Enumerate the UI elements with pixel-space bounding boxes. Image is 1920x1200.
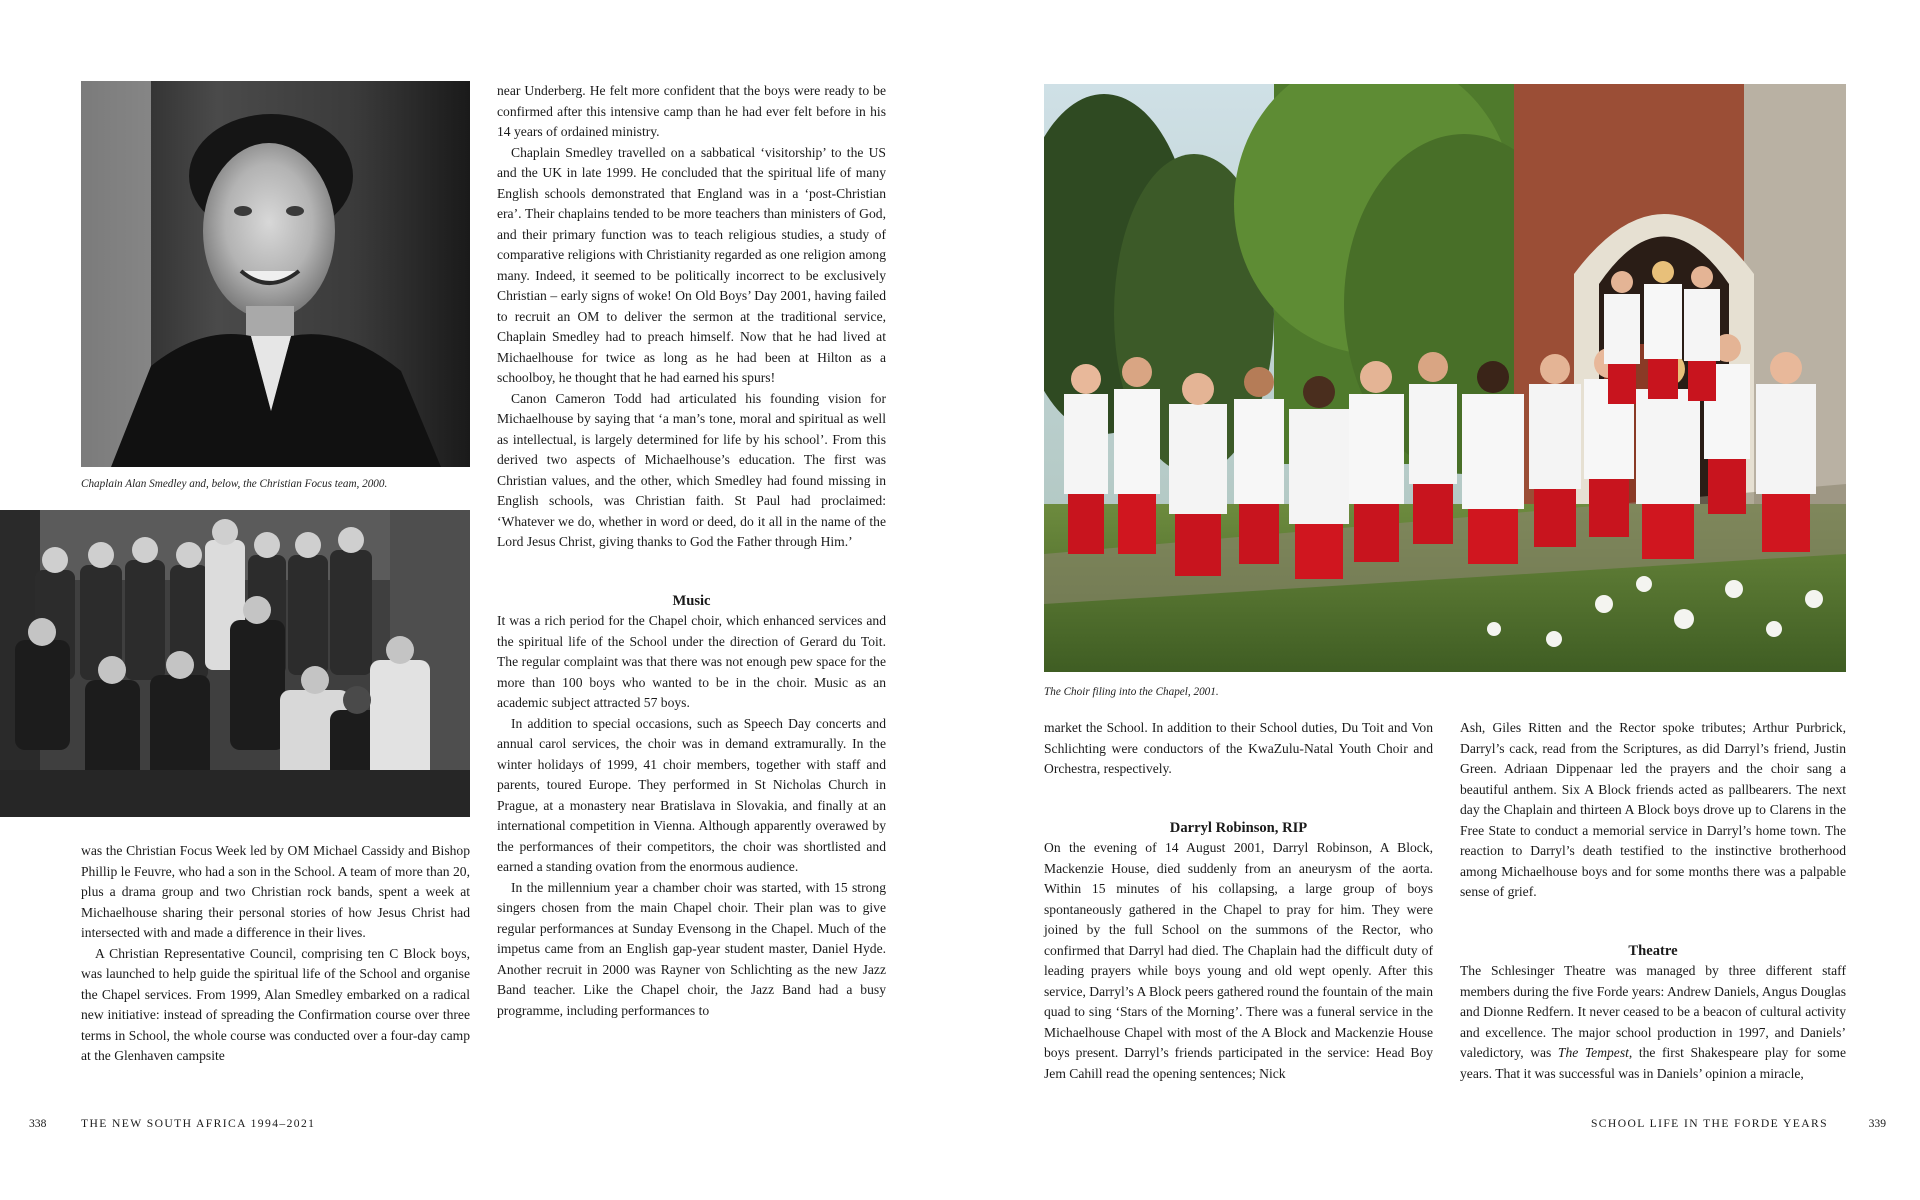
play-title: The Tempest <box>1557 1045 1629 1060</box>
paragraph: In the millennium year a chamber choir was started, with 15 strong singers chosen from the main Chapel choir. Their plan was to give regular performances at Sunday Evensong in the Chapel. Much of the impetus came from an English gap-year student master, Daniel Hyde. Another recruit in 2000 was Rayner von Schlichting as the new Jazz Band teacher. Like the Chapel choir, the Jazz Band had a busy programme, including performances to <box>497 879 886 1018</box>
paragraph: In addition to special occasions, such as Speech Day concerts and annual carol services, the choir was in demand extramurally. In the winter holidays of 1999, 41 choir members, together with staff and parents, toured Europe. They performed in St Nicholas Church in Prague, at a monastery near Bratislava in Slovakia, and finally at an international competition in Vienna. Although apparently overawed by the performances of their competitors, the choir was shortlisted and earned a standing ovation from the enormous audience. <box>497 715 886 874</box>
portrait-photo-image <box>81 81 470 467</box>
choir-photo-image <box>1044 84 1846 672</box>
paragraph <box>1460 961 1846 1084</box>
paragraph: Ash, Giles Ritten and the Rector spoke tributes; Arthur Purbrick, Darryl’s cack, read from the Scriptures, as did Darryl’s friend, Justin Green. Adriaan Dippenaar led the prayers and the choir sang a beautiful anthem. Six A Block friends acted as pallbearers. The next day the Chaplain and thirteen A Block boys drove up to Clarens in the Free State to conduct a memorial service in Darryl’s home town. The reaction to Darryl’s death testified to the instinctive brotherhood among Michaelhouse boys and for some months there was a palpable sense of grief. <box>1460 720 1846 899</box>
page-number-left: 338 <box>29 1117 47 1130</box>
paragraph: market the School. In addition to their School duties, Du Toit and Von Schlichting were conductors of the KwaZulu-Natal Youth Choir and Orchestra, respectively. <box>1044 720 1433 776</box>
left-column-a <box>81 841 470 1067</box>
portrait-caption: Chaplain Alan Smedley and, below, the Christian Focus team, 2000. <box>81 478 388 490</box>
theatre-text-start: The Schlesinger Theatre was managed by three different staff members during the five Forde years: Andrew Daniels, Angus Douglas and Dionne Redfern. It never ceased to be a beacon of cultural activity and excellence. The major school production in 1997, and Daniels’ valedictory, was <box>1460 963 1846 1060</box>
theatre-text-end: , the first Shakespeare play for some years. That it was successful was in Daniels’ opinion a miracle, <box>1460 1045 1846 1081</box>
running-head-right: SCHOOL LIFE IN THE FORDE YEARS <box>1590 1117 1828 1130</box>
page-number-right: 339 <box>1868 1117 1886 1130</box>
right-page <box>960 0 1920 1200</box>
right-column-d <box>1460 718 1846 1084</box>
paragraph: A Christian Representative Council, comprising ten C Block boys, was launched to help guide the spiritual life of the School and organise the Chapel services. From 1999, Alan Smedley embarked on a radical new initiative: instead of spreading the Confirmation course over three terms in School, the whole course was conducted over a four-day camp at the Glenhaven campsite <box>81 945 470 1063</box>
left-column-b <box>497 81 886 1021</box>
section-heading-theatre: Theatre <box>1628 942 1678 959</box>
paragraph: Canon Cameron Todd had articulated his founding vision for Michaelhouse by saying that ‘a man’s tone, moral and spiritual as well as intellectual, is largely determined for life by his school’. From this derived two aspects of Michaelhouse’s education. The first was Christian values, and the other, which Smedley had found missing in English schools, was Christian faith. St Paul had proclaimed: ‘Whatever we do, whether in word or deed, do it all in the name of the Lord Jesus Christ, giving thanks to God the Father through Him.’ <box>497 390 886 549</box>
portrait-photo <box>81 81 470 467</box>
section-heading-darryl: Darryl Robinson, RIP <box>1169 819 1308 836</box>
running-head-left: THE NEW SOUTH AFRICA 1994–2021 <box>81 1117 316 1130</box>
paragraph: It was a rich period for the Chapel choir, which enhanced services and the spiritual life of the School under the direction of Gerard du Toit. The regular complaint was that there was not enough pew space for the more than 100 boys who wanted to be in the choir. Music as an academic subject attracted 57 boys. <box>497 613 886 710</box>
section-heading-music: Music <box>672 592 711 609</box>
choir-photo <box>1044 84 1846 672</box>
group-photo-image <box>0 510 470 817</box>
choir-caption: The Choir filing into the Chapel, 2001. <box>1044 686 1219 698</box>
paragraph: On the evening of 14 August 2001, Darryl Robinson, A Block, Mackenzie House, died suddenly from an aneurysm of the aorta. Within 15 minutes of his collapsing, a large group of boys spontaneously gathered in the Chapel to pray for him. They were joined by the full School on the summons of the Rector, who confirmed that Darryl had died. The Chaplain had the difficult duty of leading prayers while boys young and old wept openly. After this service, Darryl’s A Block peers gathered round the fountain of the main quad to sing ‘Stars of the Morning’. There was a funeral service in the Michaelhouse Chapel with most of the A Block and Mackenzie House boys present. Darryl’s friends participated in the service: Head Boy Jem Cahill read the opening sentences; Nick <box>1044 840 1433 1081</box>
group-photo <box>0 510 470 817</box>
right-column-c <box>1044 718 1433 1084</box>
paragraph: was the Christian Focus Week led by OM Michael Cassidy and Bishop Phillip le Feuvre, who had a son in the School. A team of more than 20, plus a drama group and two Christian rock bands, spent a week at Michaelhouse sharing their personal stories of how Jesus Christ had intersected with and made a difference in their lives. <box>81 843 470 940</box>
paragraph: Chaplain Smedley travelled on a sabbatical ‘visitorship’ to the US and the UK in late 1999. He concluded that the spiritual life of many English schools demonstrated that England was in a ‘post-Christian era’. Their chaplains tended to be more teachers than ministers of God, and their primary function was to teach religious studies, a study of comparative religions with Christianity regarded as one religion among many. Indeed, it seemed to be politically incorrect to be exclusively Christian – early signs of woke! On Old Boys’ Day 2001, having failed to recruit an OM to deliver the sermon at the traditional service, Chaplain Smedley had to preach himself. Now that he had lived at Michaelhouse for twice as long as he had been at Hilton as a schoolboy, he thought that he had earned his spurs! <box>497 144 886 385</box>
paragraph: near Underberg. He felt more confident that the boys were ready to be confirmed after this intensive camp than he had ever felt before in his 14 years of ordained ministry. <box>497 83 886 139</box>
